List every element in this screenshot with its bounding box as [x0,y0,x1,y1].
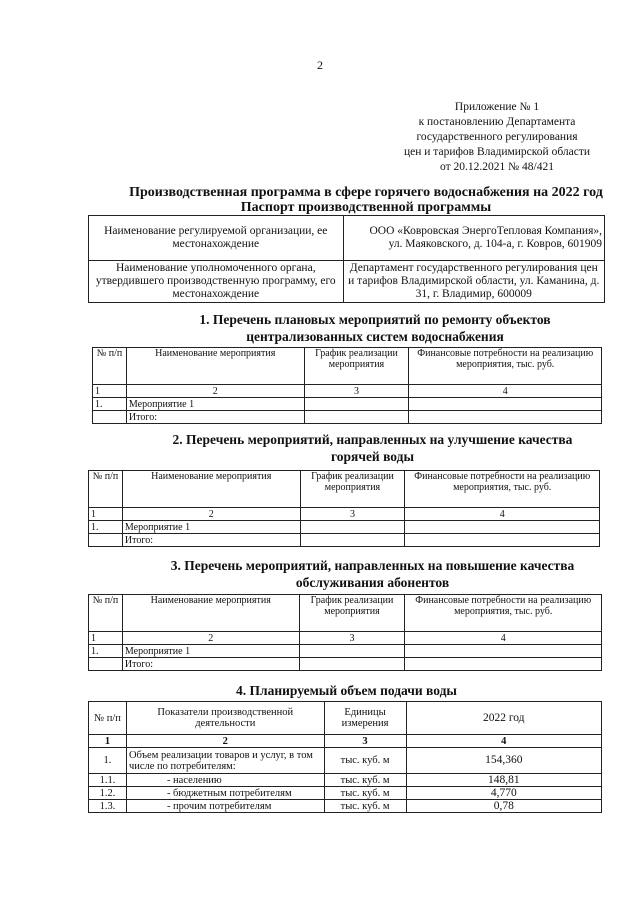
col-name-header: Наименование мероприятия [122,471,300,508]
row-num: 1. [93,398,127,411]
row-total-label: Итого: [122,534,300,547]
col-num-header: № п/п [89,471,123,508]
row-value: 154,360 [406,748,602,774]
col-num-header: № п/п [89,702,127,735]
section-1-table [92,347,602,424]
table-row [89,787,602,800]
approval-line: цен и тарифов Владимирской области [403,146,591,158]
col-index: 4 [405,508,600,521]
table-row-total [89,534,600,547]
row-num: 1.3. [89,800,127,813]
passport-org-address: ул. Маяковского, д. 104-а, г. Ковров, 601909 [388,238,602,250]
page-number: 2 [317,58,323,72]
row-unit: тыс. куб. м [324,787,406,800]
section-3-title-line: обслуживания абонентов [295,575,450,590]
approval-block [382,100,612,175]
col-finance-header: Финансовые потребности на реализацию мероприятия, тыс. руб. [405,471,600,508]
row-name: Мероприятие 1 [126,398,304,411]
col-index: 3 [324,735,406,748]
row-finance [409,411,602,424]
table-row [89,521,600,534]
col-index: 2 [126,735,324,748]
passport-authority-value: Департамент государственного регулирования цен и тарифов Владимирской области, ул. Каманина, д. 31, г. Владимир, 600009 [343,261,604,303]
table-row [89,748,602,774]
table-row [89,800,602,813]
row-finance [409,398,602,411]
row-finance [405,645,602,658]
passport-org-label: Наименование регулируемой организации, ее местонахождение [89,216,344,261]
row-num: 1.2. [89,787,127,800]
col-schedule-header: График реализации мероприятия [300,471,405,508]
col-finance-header: Финансовые потребности на реализацию мероприятия, тыс. руб. [409,348,602,385]
col-year-header: 2022 год [406,702,602,735]
section-1-title-line: централизованных систем водоснабжения [246,329,504,344]
row-finance [405,658,602,671]
col-index: 1 [89,735,127,748]
row-num: 1. [89,748,127,774]
col-name-header: Наименование мероприятия [126,348,304,385]
passport-org-value [343,216,604,261]
title-line-1: Производственная программа в сфере горячего водоснабжения на 2022 год [129,185,603,200]
passport-org-name: ООО «Ковровская ЭнергоТепловая Компания», [369,225,602,237]
section-2-title-line: 2. Перечень мероприятий, направленных на улучшение качества [172,432,573,447]
col-index: 1 [93,385,127,398]
row-value: 0,78 [406,800,602,813]
col-schedule-header: График реализации мероприятия [299,595,405,632]
col-schedule-header: График реализации мероприятия [304,348,409,385]
document-title [96,185,636,215]
row-unit: тыс. куб. м [324,800,406,813]
row-unit: тыс. куб. м [324,748,406,774]
col-index: 4 [405,632,602,645]
row-finance [405,534,600,547]
table-row [93,398,602,411]
approval-line: Приложение № 1 [454,101,540,113]
row-unit: тыс. куб. м [324,774,406,787]
row-indicator: Объем реализации товаров и услуг, в том числе по потребителям: [126,748,324,774]
row-schedule [299,658,405,671]
table-row [89,645,602,658]
approval-line: от 20.12.2021 № 48/421 [440,161,554,173]
row-name: Мероприятие 1 [122,645,299,658]
approval-line: государственного регулирования [416,131,578,143]
section-3-title-line: 3. Перечень мероприятий, направленных на повышение качества [170,558,575,573]
section-4-title: 4. Планируемый объем подачи воды [236,683,457,698]
row-finance [405,521,600,534]
title-line-2: Паспорт производственной программы [240,200,492,215]
col-index: 1 [89,632,123,645]
col-index: 3 [304,385,409,398]
row-name: Мероприятие 1 [122,521,300,534]
row-schedule [304,398,409,411]
col-index: 1 [89,508,123,521]
col-index: 2 [122,508,300,521]
col-index: 2 [126,385,304,398]
row-num: 1.1. [89,774,127,787]
row-value: 4,770 [406,787,602,800]
passport-authority-label: Наименование уполномоченного органа, утвердившего производственную программу, его местонахождение [89,261,344,303]
row-total-label: Итого: [126,411,304,424]
row-schedule [300,521,405,534]
row-num: 1. [89,521,123,534]
col-index: 4 [406,735,602,748]
row-indicator: - прочим потребителям [126,800,324,813]
section-4-table [88,701,602,813]
col-unit-header: Единицы измерения [324,702,406,735]
row-value: 148,81 [406,774,602,787]
row-schedule [304,411,409,424]
row-num: 1. [89,645,123,658]
table-row-total [93,411,602,424]
row-total-label: Итого: [122,658,299,671]
section-3-title [150,557,595,591]
table-row-total [89,658,602,671]
col-index: 3 [299,632,405,645]
col-index: 2 [122,632,299,645]
row-indicator: - бюджетным потребителям [126,787,324,800]
row-num [93,411,127,424]
section-2-table [88,470,600,547]
row-schedule [300,534,405,547]
section-2-title-line: горячей воды [330,449,415,464]
col-num-header: № п/п [89,595,123,632]
col-finance-header: Финансовые потребности на реализацию мероприятия, тыс. руб. [405,595,602,632]
row-num [89,658,123,671]
row-schedule [299,645,405,658]
section-2-title [150,431,595,465]
col-num-header: № п/п [93,348,127,385]
passport-table [88,215,605,303]
col-indicator-header: Показатели производственной деятельности [126,702,324,735]
row-indicator: - населению [126,774,324,787]
section-3-table [88,594,602,671]
section-1-title-line: 1. Перечень плановых мероприятий по ремонту объектов [199,312,551,327]
col-index: 3 [300,508,405,521]
approval-line: к постановлению Департамента [418,116,576,128]
col-name-header: Наименование мероприятия [122,595,299,632]
table-row [89,774,602,787]
section-1-title [160,311,590,345]
row-num [89,534,123,547]
col-index: 4 [409,385,602,398]
